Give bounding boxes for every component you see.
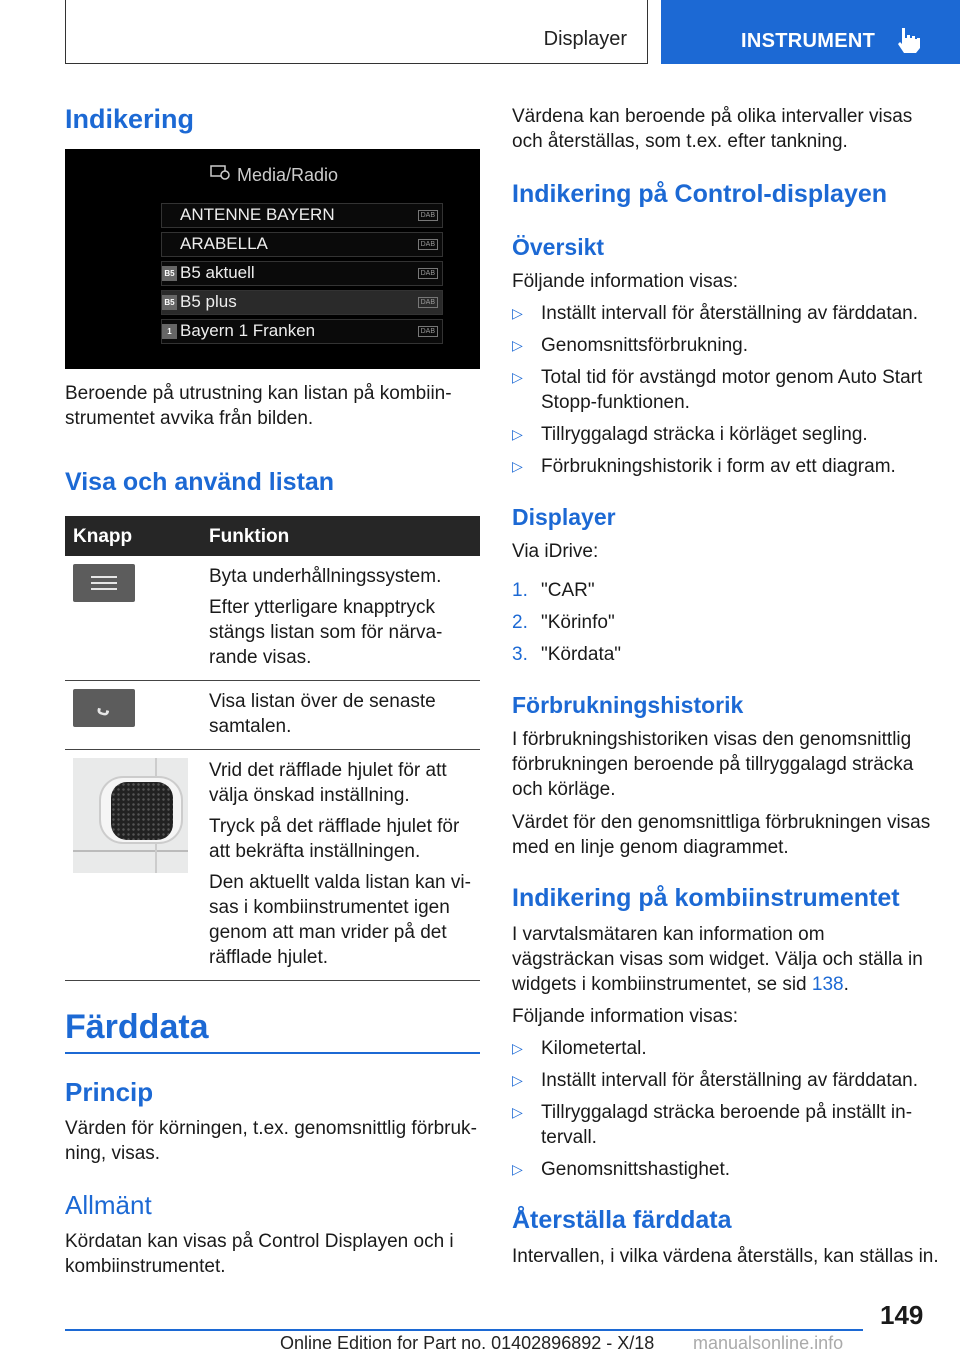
- table-row: [65, 556, 480, 681]
- footer-edition: Online Edition for Part no. 01402896892 - X/18: [280, 1333, 655, 1353]
- list-item: ▷ Genomsnittsförbrukning.: [512, 335, 748, 356]
- function-text: Efter ytterligare knapptryck stängs listan som för närvarande visas.: [209, 597, 443, 668]
- heading-visa-och-anvand: Visa och använd listan: [65, 468, 335, 496]
- station-name: ARABELLA: [180, 234, 268, 253]
- heading-indikering: Indikering: [65, 104, 195, 134]
- heading-farddata: Färddata: [65, 1008, 209, 1046]
- list-item: ▷ Tillryggalagd sträcka i körläget segling.: [512, 424, 868, 445]
- table-row: [65, 750, 480, 981]
- princip-text: Värden för körningen, t.ex. genomsnittlig förbrukning, visas.: [65, 1118, 477, 1164]
- triangle-bullet-icon: ▷: [512, 337, 523, 353]
- triangle-bullet-icon: ▷: [512, 369, 523, 385]
- oversikt-list: [512, 301, 932, 486]
- page-number: 149: [880, 1300, 924, 1330]
- station-name: B5 aktuell: [180, 263, 255, 282]
- triangle-bullet-icon: ▷: [512, 1104, 523, 1120]
- oversikt-intro: Följande information visas:: [512, 271, 738, 292]
- displayer-steps: [512, 578, 932, 674]
- list-icon: [73, 564, 135, 602]
- heading-displayer: Displayer: [512, 504, 616, 530]
- controller-knob-photo: [73, 758, 188, 873]
- function-text: Vrid det räfflade hjulet för att välja önskad inställning.: [209, 760, 447, 806]
- station-name: ANTENNE BAYERN: [180, 205, 335, 224]
- heading-princip: Princip: [65, 1077, 154, 1107]
- function-text: Visa listan över de senaste samtalen.: [209, 691, 436, 737]
- heading-oversikt: Översikt: [512, 234, 605, 260]
- station-row-selected: [161, 290, 443, 315]
- triangle-bullet-icon: ▷: [512, 305, 523, 321]
- header-chapter-label: INSTRUMENT: [741, 30, 876, 52]
- station-logo: 1: [162, 324, 177, 339]
- list-item: ▷ Tillryggalagd sträcka beroende på inställt intervall.: [512, 1102, 913, 1148]
- triangle-bullet-icon: ▷: [512, 458, 523, 474]
- function-text: Byta underhållningssystem.: [209, 566, 442, 587]
- media-radio-icon: [210, 163, 230, 181]
- list-item: 2. "Körinfo": [512, 612, 615, 633]
- hand-pointer-icon: [894, 24, 924, 54]
- dab-badge: DAB: [418, 297, 438, 308]
- indikering-text: Beroende på utrustning kan listan på kombiinstrumentet avvika från bilden.: [65, 383, 452, 429]
- header-section-label: Displayer: [543, 28, 627, 50]
- col-header-knapp: Knapp: [65, 516, 193, 556]
- dab-badge: DAB: [418, 268, 438, 279]
- station-row: [161, 232, 443, 257]
- list-item: ▷ Inställt intervall för återställning av färddatan.: [512, 303, 919, 324]
- heading-aterstalla: Återställa färddata: [512, 1206, 732, 1234]
- dab-badge: DAB: [418, 239, 438, 250]
- allmant-text: Kördatan kan visas på Control Displayen och i kombiinstrumentet.: [65, 1231, 454, 1277]
- station-row: [161, 261, 443, 286]
- list-item: ▷ Förbrukningshistorik i form av ett diagram.: [512, 456, 896, 477]
- section-divider: [65, 1052, 480, 1054]
- page-link[interactable]: 138: [811, 974, 844, 995]
- triangle-bullet-icon: ▷: [512, 1161, 523, 1177]
- ki-list: [512, 1036, 932, 1189]
- heading-kombiinstrument: Indikering på kombiinstrumentet: [512, 884, 900, 912]
- station-row: [161, 319, 443, 344]
- list-item: ▷ Inställt intervall för återställning av färddatan.: [512, 1070, 919, 1091]
- triangle-bullet-icon: ▷: [512, 1040, 523, 1056]
- triangle-bullet-icon: ▷: [512, 426, 523, 442]
- list-item: ▷ Genomsnittshastighet.: [512, 1159, 731, 1180]
- dab-badge: DAB: [418, 210, 438, 221]
- header-section-box: [65, 0, 648, 64]
- radio-screen-title: Media/Radio: [237, 165, 339, 185]
- ki-text: I varvtalsmätaren kan information om vägsträckan visas som widget. Välja och ställa in widgets i kombiinstrumentet, se sid 138.: [512, 924, 923, 995]
- ki-intro: Följande information visas:: [512, 1006, 738, 1027]
- button-function-table: [65, 516, 480, 981]
- heading-allmant: Allmänt: [65, 1190, 152, 1220]
- list-item: ▷ Total tid för avstängd motor genom Auto Start Stopp-funktionen.: [512, 367, 923, 413]
- list-item: ▷ Kilometertal.: [512, 1038, 647, 1059]
- footer-watermark: manualsonline.info: [693, 1333, 844, 1353]
- reset-text: Intervallen, i vilka värdena återställs, kan ställas in.: [512, 1246, 939, 1267]
- fh-text-1: I förbrukningshistoriken visas den genomsnittlig förbrukningen beroende på tillryggalagd sträcka och körläge.: [512, 729, 914, 800]
- fh-text-2: Värdet för den genomsnittliga förbrukningen visas med en linje genom diagrammet.: [512, 812, 931, 858]
- dab-badge: DAB: [418, 326, 438, 337]
- footer-divider: [65, 1329, 863, 1331]
- station-name: B5 plus: [180, 292, 237, 311]
- function-text: Den aktuellt valda listan kan visas i kombiinstrumentet igen genom att man vrider på det räfflade hjulet.: [209, 872, 471, 968]
- station-logo: B5: [162, 266, 177, 281]
- radio-list-screenshot: [65, 149, 480, 369]
- list-item: 3. "Kördata": [512, 644, 622, 665]
- triangle-bullet-icon: ▷: [512, 1072, 523, 1088]
- station-logo: B5: [162, 295, 177, 310]
- function-text: Tryck på det räfflade hjulet för att bekräfta inställningen.: [209, 816, 460, 862]
- heading-control-display: Indikering på Control-displayen: [512, 180, 888, 208]
- displayer-intro: Via iDrive:: [512, 541, 599, 562]
- intro-text: Värdena kan beroende på olika intervaller visas och återställas, som t.ex. efter tankning.: [512, 106, 913, 152]
- station-name: Bayern 1 Franken: [180, 321, 316, 340]
- station-row: [161, 203, 443, 228]
- table-row: [65, 681, 480, 750]
- list-item: 1. "CAR": [512, 580, 595, 601]
- heading-forbrukningshistorik: Förbrukningshistorik: [512, 692, 744, 718]
- col-header-funktion: Funktion: [193, 516, 480, 556]
- phone-icon: [73, 689, 135, 727]
- header-chapter-tab: [661, 0, 960, 64]
